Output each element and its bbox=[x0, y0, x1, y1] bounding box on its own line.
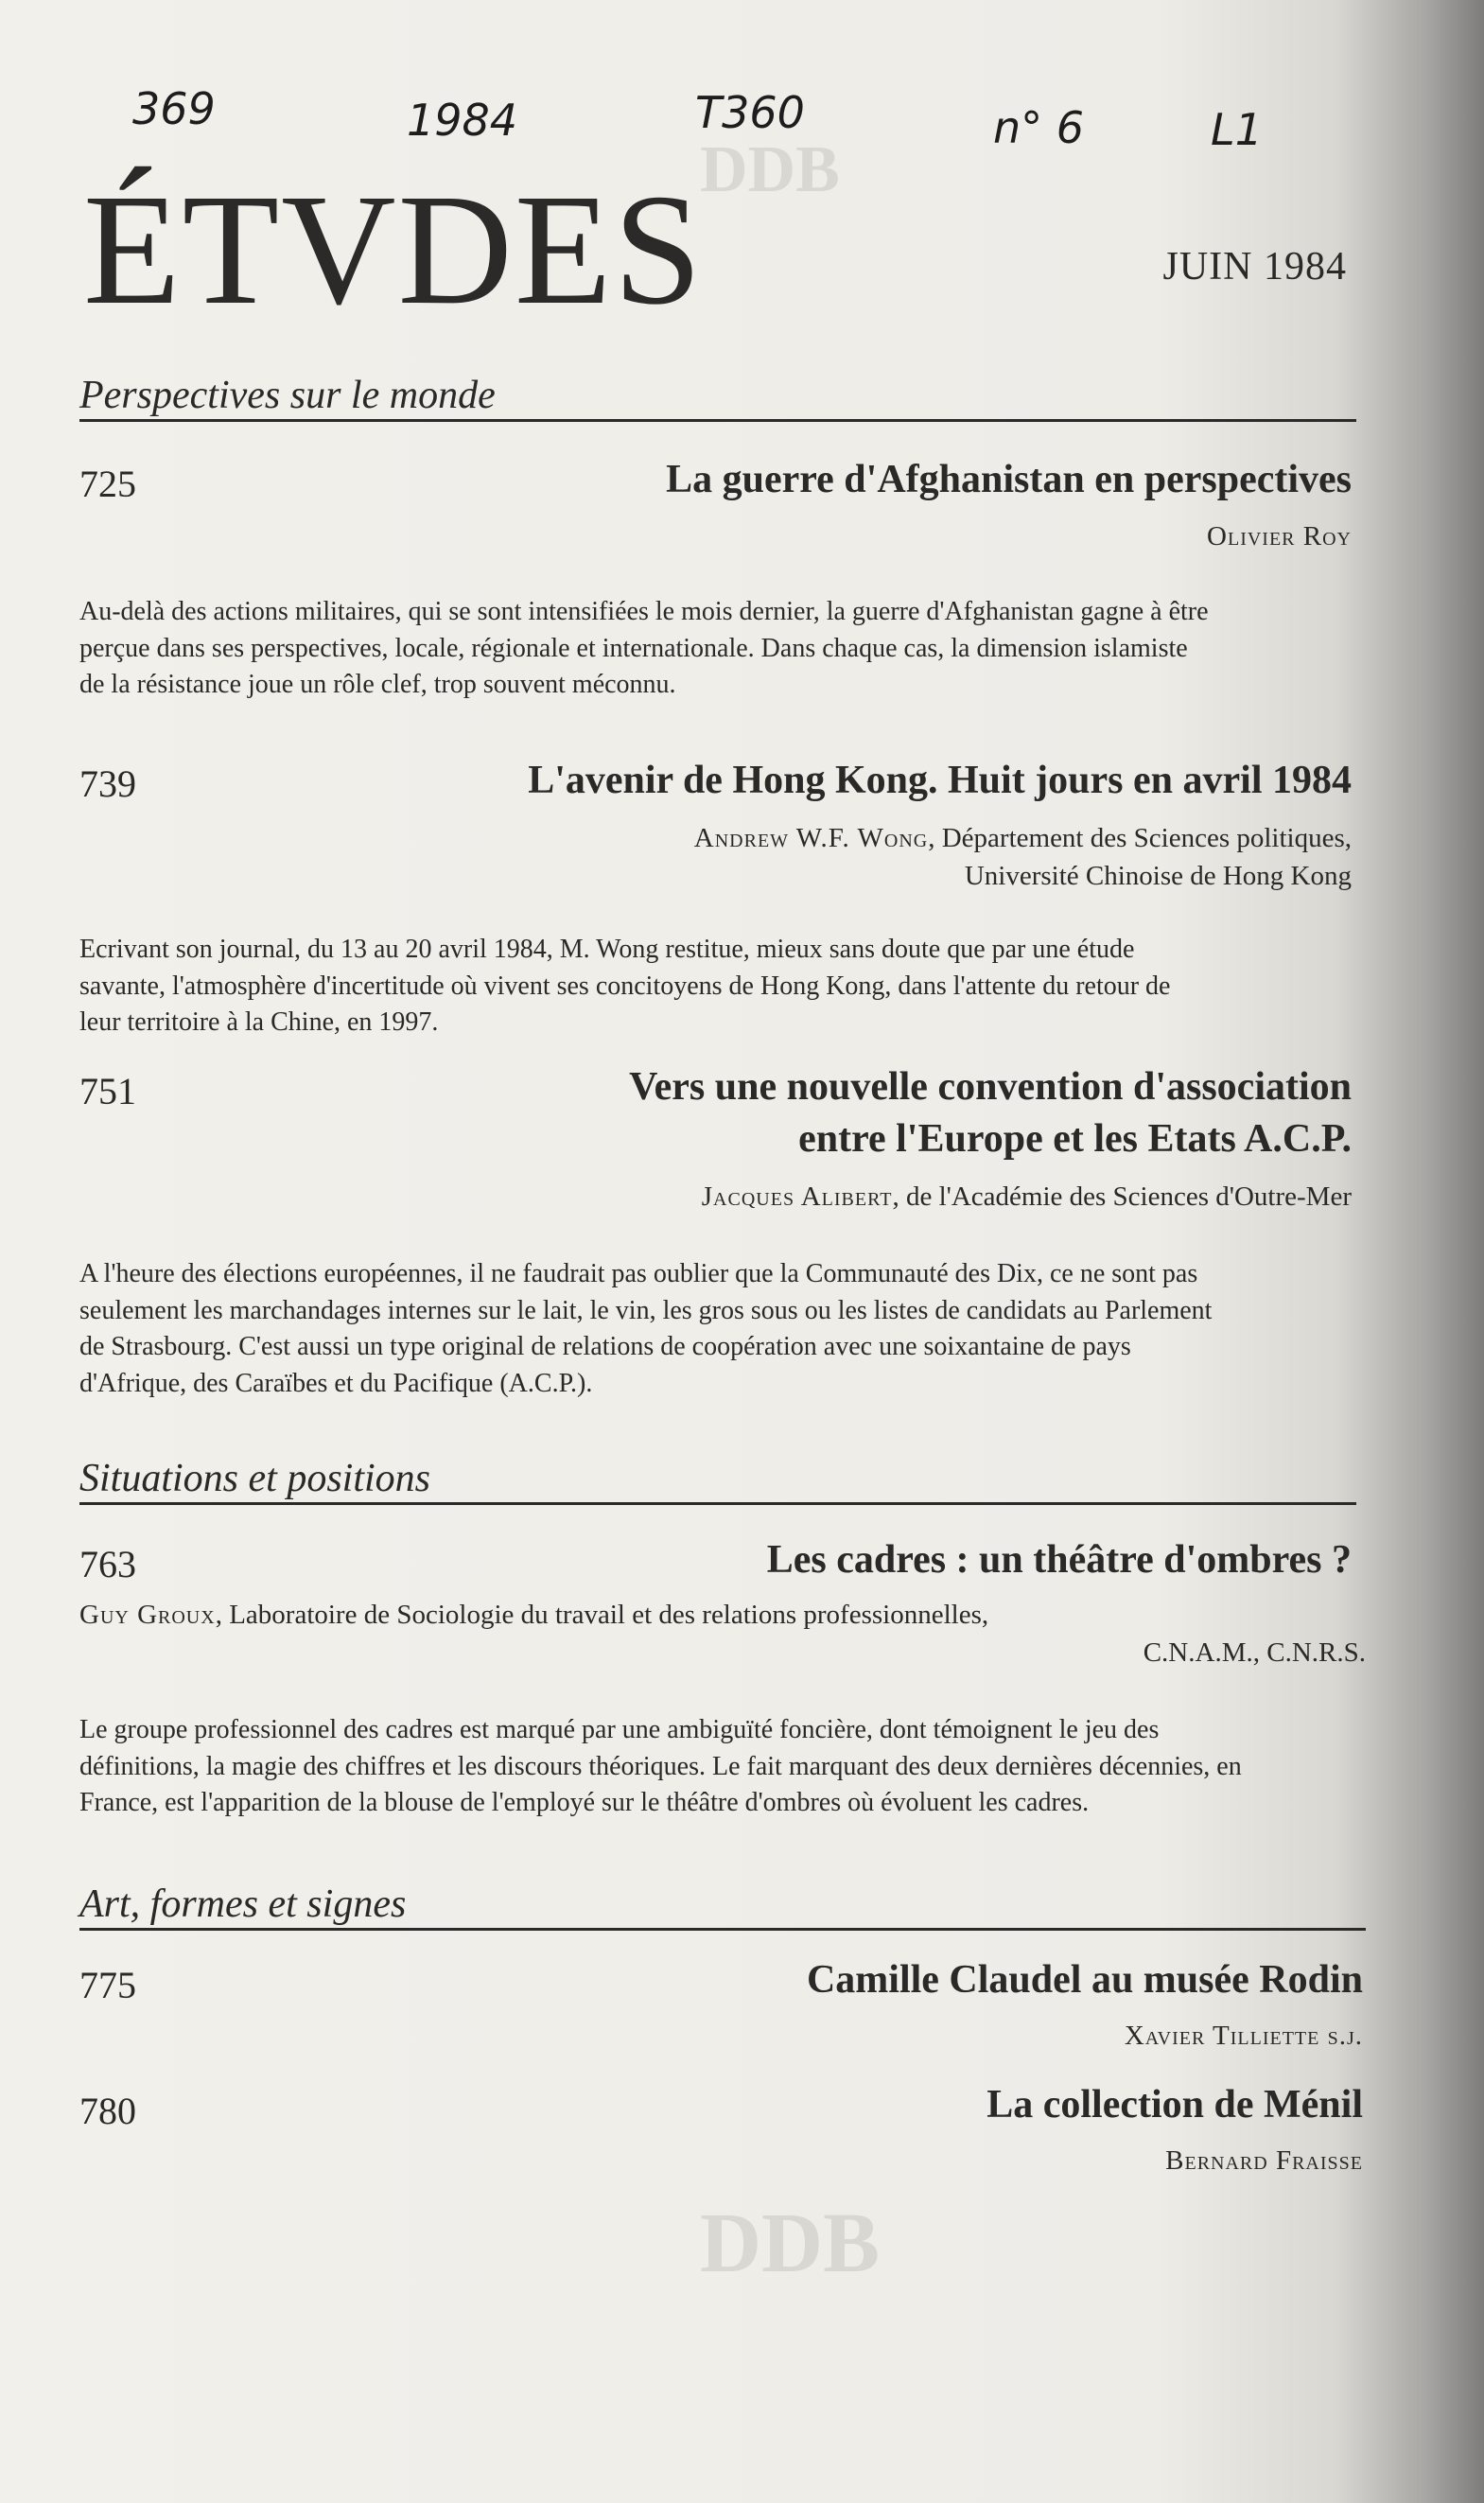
handwritten-issue: n° 6 bbox=[993, 102, 1085, 153]
journal-title: ÉTVDES bbox=[83, 162, 704, 338]
article-title: L'avenir de Hong Kong. Huit jours en avril 1984 bbox=[528, 759, 1352, 802]
author-name: Jacques Alibert bbox=[701, 1181, 893, 1212]
article-author bbox=[702, 1178, 1352, 1216]
page-number: 775 bbox=[79, 1964, 136, 2006]
page-number: 780 bbox=[79, 2090, 136, 2132]
page-number: 763 bbox=[79, 1543, 136, 1585]
article-title: Les cadres : un théâtre d'ombres ? bbox=[766, 1538, 1352, 1582]
article-abstract: Au-delà des actions militaires, qui se sont intensifiées le mois dernier, la guerre d'Afghanistan gagne à être perçue dans ses perspectives, locale, régionale et internationale. Dans chaque cas, la dimension islamiste de la résistance joue un rôle clef, trop souvent méconnu. bbox=[79, 597, 1209, 700]
article-author bbox=[694, 819, 1352, 895]
section-heading: Art, formes et signes bbox=[79, 1882, 1366, 1931]
show-through-logo: DDB bbox=[700, 133, 840, 206]
author-affiliation: , Département des Sciences politiques, bbox=[928, 823, 1352, 853]
handwritten-year: 1984 bbox=[407, 95, 518, 146]
author-name: Andrew W.F. Wong bbox=[693, 823, 929, 853]
author-affiliation: , de l'Académie des Sciences d'Outre-Mer bbox=[892, 1181, 1352, 1212]
page-number: 725 bbox=[79, 463, 136, 505]
author-name: Bernard Fraisse bbox=[1165, 2145, 1363, 2176]
author-affiliation: , Laboratoire de Sociologie du travail et des relations professionnelles, bbox=[215, 1600, 989, 1630]
issue-date: JUIN 1984 bbox=[1162, 245, 1347, 289]
author-name: Olivier Roy bbox=[1207, 521, 1352, 551]
author-name: Guy Groux bbox=[79, 1600, 216, 1630]
article-abstract: A l'heure des élections européennes, il ne faudrait pas oublier que la Communauté des Dix, ce ne sont pas seulement les marchandages internes sur le lait, le vin, les gros sous ou les listes de candidats au Parlement de Strasbourg. C'est aussi un type original de relations de coopération avec une soixantaine de pays d'Afrique, des Caraïbes et du Pacifique (A.C.P.). bbox=[79, 1259, 1213, 1398]
section-heading: Perspectives sur le monde bbox=[79, 374, 1356, 422]
page-number: 739 bbox=[79, 762, 136, 805]
article-title: La guerre d'Afghanistan en perspectives bbox=[666, 458, 1352, 501]
handwritten-code: T360 bbox=[695, 87, 805, 138]
article-author bbox=[79, 1596, 1366, 1672]
article-author bbox=[1207, 517, 1352, 555]
page-number: 751 bbox=[79, 1070, 136, 1112]
article-author bbox=[1165, 2142, 1363, 2179]
article-author bbox=[1125, 2017, 1363, 2055]
article-title-line: entre l'Europe et les Etats A.C.P. bbox=[798, 1116, 1352, 1161]
show-through-logo-bottom: DDB bbox=[700, 2197, 881, 2290]
section-heading: Situations et positions bbox=[79, 1457, 1356, 1505]
article-abstract: Le groupe professionnel des cadres est marqué par une ambiguïté foncière, dont témoignent le jeu des définitions, la magie des chiffres et les discours théoriques. Le fait marquant des deux dernières décennies, en France, est l'apparition de la blouse de l'employé sur le théâtre d'ombres où évoluent les cadres. bbox=[79, 1715, 1242, 1818]
article-title-line: Vers une nouvelle convention d'association bbox=[629, 1065, 1352, 1109]
handwritten-ref: 369 bbox=[132, 83, 216, 134]
handwritten-mark: L1 bbox=[1211, 104, 1263, 155]
author-name: Xavier Tilliette s.j. bbox=[1124, 2021, 1363, 2051]
author-affiliation: C.N.A.M., C.N.R.S. bbox=[1143, 1637, 1366, 1669]
article-title bbox=[629, 1061, 1352, 1164]
article-title: La collection de Ménil bbox=[986, 2083, 1363, 2127]
article-title: Camille Claudel au musée Rodin bbox=[806, 1958, 1363, 2002]
author-affiliation: Université Chinoise de Hong Kong bbox=[964, 861, 1352, 892]
article-abstract: Ecrivant son journal, du 13 au 20 avril 1984, M. Wong restitue, mieux sans doute que par une étude savante, l'atmosphère d'incertitude où vivent ses concitoyens de Hong Kong, dans l'attente du retour de leur territoire à la Chine, en 1997. bbox=[79, 935, 1171, 1038]
